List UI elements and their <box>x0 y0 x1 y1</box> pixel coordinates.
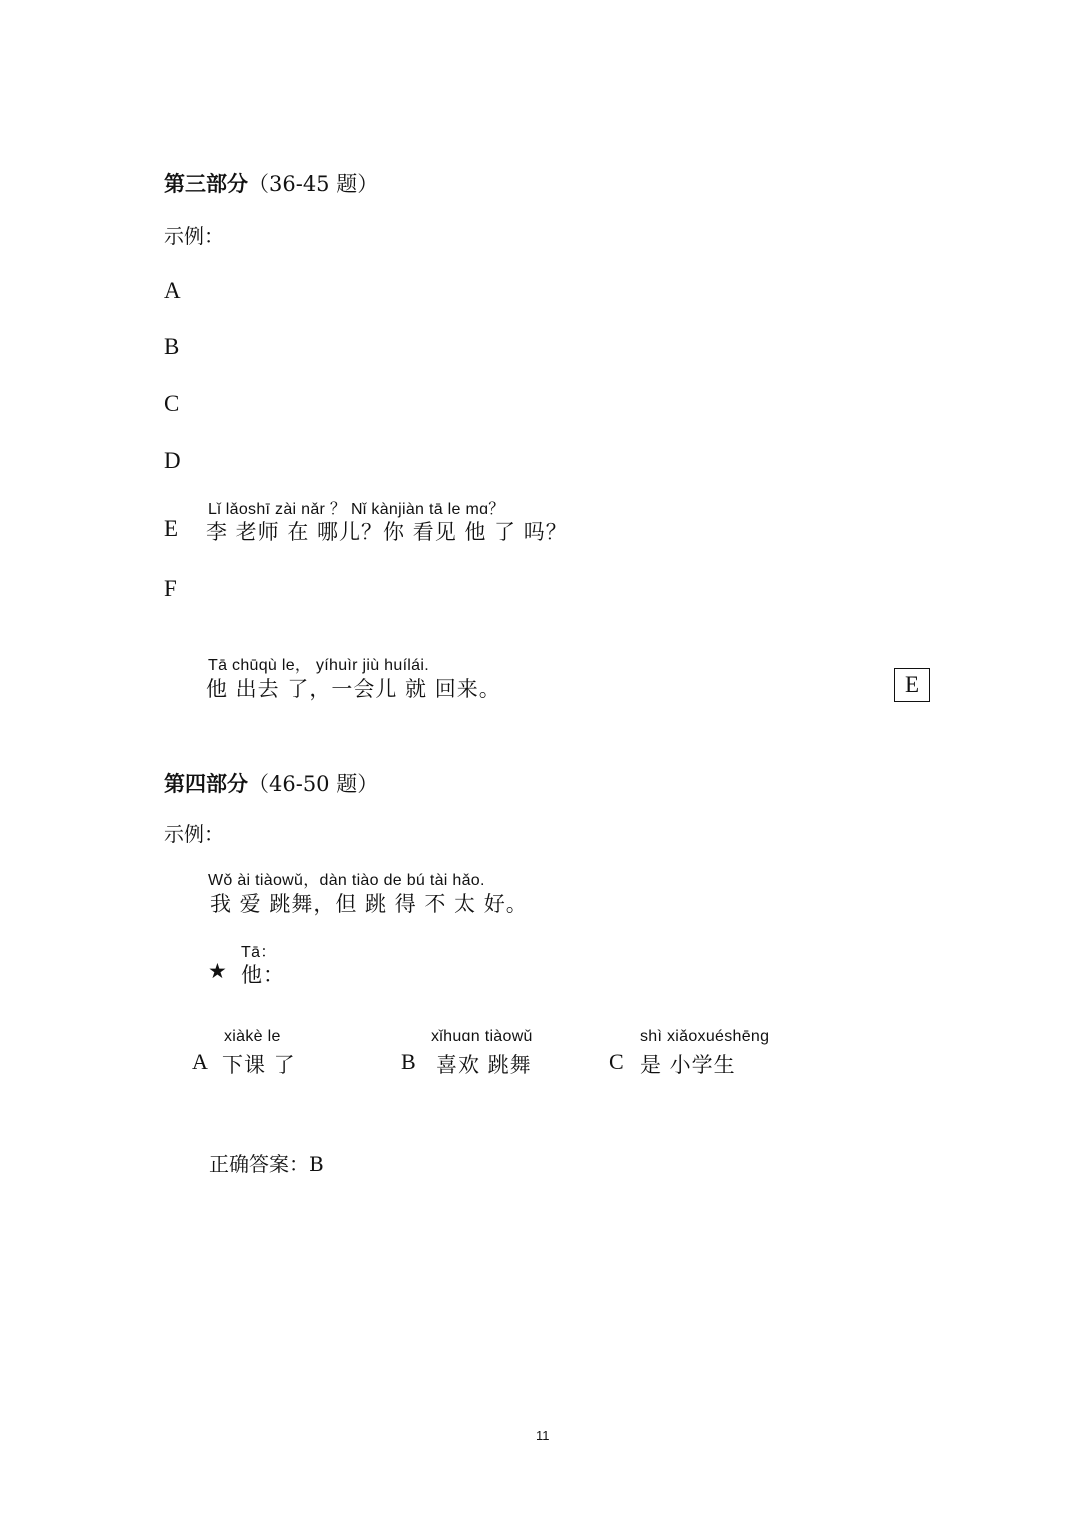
part4-sentence-hanzi: 我 爱 跳舞，但 跳 得 不 太 好。 <box>210 892 528 916</box>
answer-box: E <box>894 668 930 702</box>
option-letter-f: F <box>164 576 177 601</box>
part4-example-label: 示例： <box>164 822 224 846</box>
option-letter-e: E <box>164 516 179 541</box>
option-b-letter: B <box>401 1049 416 1074</box>
part4-title: 第四部分 <box>164 771 248 796</box>
part3-heading <box>164 168 378 198</box>
option-b-pinyin: xǐhuɑn tiàowǔ <box>431 1028 533 1045</box>
part3-title: 第三部分 <box>164 171 248 196</box>
part4-sentence-pinyin: Wǒ ài tiàowǔ，dàn tiào de bú tài hǎo. <box>208 872 485 889</box>
option-c-letter: C <box>609 1049 624 1074</box>
question-hanzi: 他： <box>241 963 285 987</box>
option-a-hanzi: 下课 了 <box>222 1053 296 1077</box>
option-a-pinyin: xiàkè le <box>224 1028 281 1045</box>
page-number: 11 <box>536 1428 550 1443</box>
part3-example-label: 示例： <box>164 224 224 248</box>
option-letter-b: B <box>164 334 180 359</box>
part4-range: （46-50 题） <box>248 772 379 796</box>
correct-answer: 正确答案：B <box>209 1152 324 1176</box>
question-pinyin: Tā： <box>241 944 277 961</box>
option-c-pinyin: shì xiǎoxuéshēng <box>640 1028 770 1045</box>
reply-pinyin: Tā chūqù le， yíhuìr jiù huílái. <box>208 657 429 674</box>
option-b-hanzi: 喜欢 跳舞 <box>436 1053 532 1077</box>
option-c-hanzi: 是 小学生 <box>640 1053 736 1077</box>
option-letter-c: C <box>164 391 180 416</box>
star-icon: ★ <box>208 959 228 983</box>
sentence-e-hanzi: 李 老师 在 哪儿？你 看见 他 了 吗？ <box>206 520 568 544</box>
option-letter-d: D <box>164 448 181 473</box>
reply-hanzi: 他 出去 了，一会儿 就 回来。 <box>206 677 501 701</box>
option-a-letter: A <box>192 1049 208 1074</box>
part3-range: （36-45 题） <box>248 172 379 196</box>
sentence-e-pinyin: Lǐ lǎoshī zài nǎr ？ Nǐ kànjiàn tā le mɑ？ <box>208 501 505 518</box>
option-letter-a: A <box>164 278 181 303</box>
part4-heading <box>164 768 378 798</box>
